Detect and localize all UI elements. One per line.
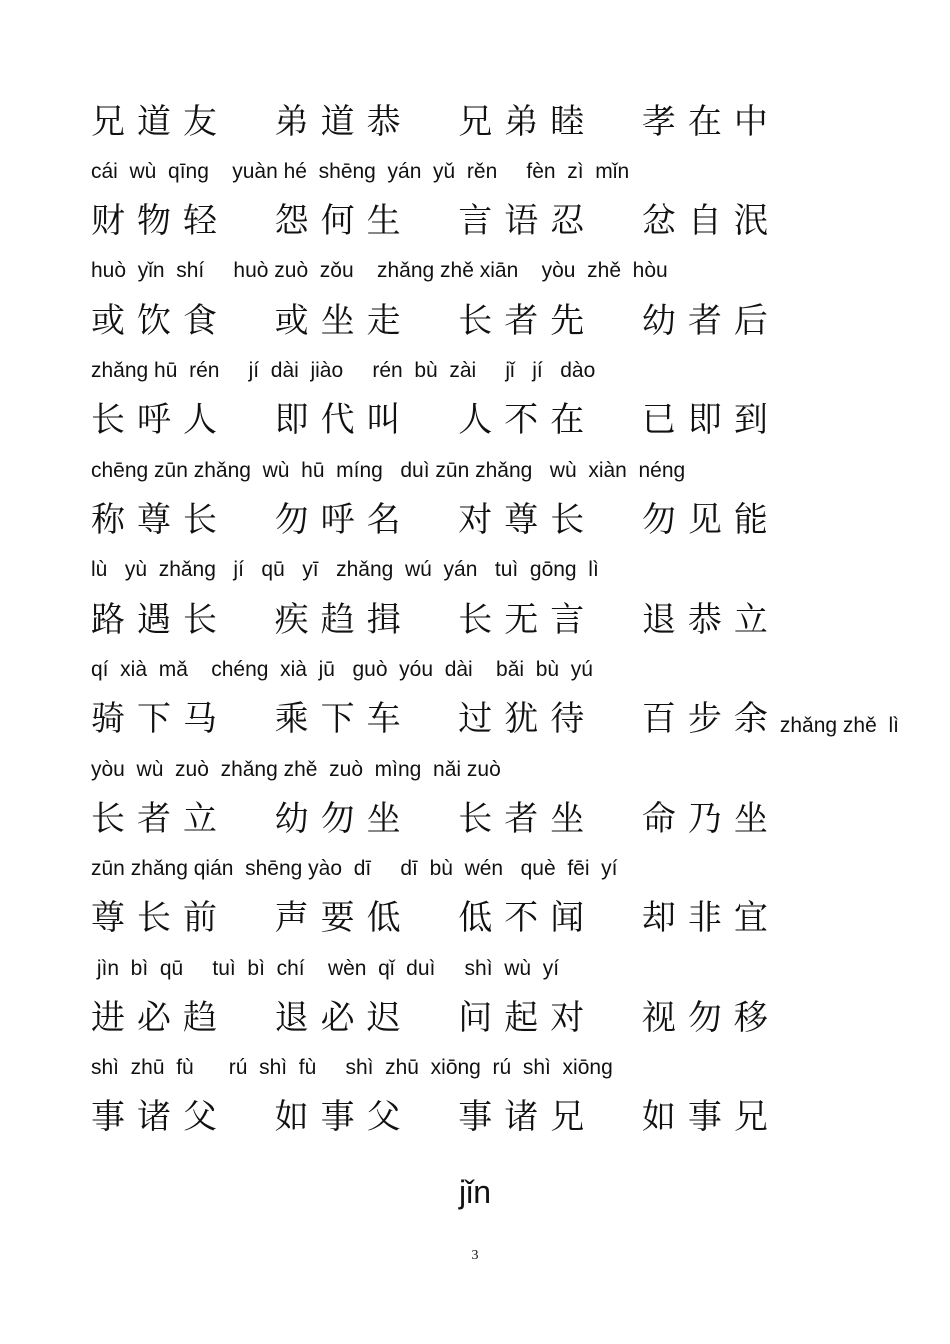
pinyin-line-11: shì zhū fù rú shì fù shì zhū xiōng rú shì xiōng xyxy=(91,1056,613,1079)
page-number: 3 xyxy=(471,1248,479,1263)
pinyin-line-9: zūn zhǎng qián shēng yào dī dī bù wén què fēi yí xyxy=(91,857,618,880)
hanzi-line-1: 兄道友 弟道恭 兄弟睦 孝在中 xyxy=(91,102,780,142)
hanzi-line-9: 尊长前 声要低 低不闻 却非宜 xyxy=(91,898,780,938)
pinyin-line-4: zhǎng hū rén jí dài jiào rén bù zài jǐ jí dào xyxy=(91,359,596,382)
pinyin-line-6: lù yù zhǎng jí qū yī zhǎng wú yán tuì gōng lì xyxy=(91,558,599,581)
pinyin-line-10: jìn bì qū tuì bì chí wèn qǐ duì shì wù yí xyxy=(91,957,560,980)
hanzi-text-7: 骑下马 乘下车 过犹待 百步余 xyxy=(91,699,780,739)
hanzi-line-11: 事诸父 如事父 事诸兄 如事兄 xyxy=(91,1097,780,1137)
hanzi-line-10: 进必趋 退必迟 问起对 视勿移 xyxy=(91,998,780,1038)
pinyin-line-5: chēng zūn zhǎng wù hū míng duì zūn zhǎng wù xiàn néng xyxy=(91,459,686,482)
pinyin-line-7: qí xià mǎ chéng xià jū guò yóu dài bǎi bù yú xyxy=(91,658,593,681)
hanzi-line-4: 长呼人 即代叫 人不在 已即到 xyxy=(91,400,780,440)
hanzi-line-3: 或饮食 或坐走 长者先 幼者后 xyxy=(91,301,780,341)
hanzi-line-7 xyxy=(91,699,899,744)
pinyin-line-2: cái wù qīng yuàn hé shēng yán yǔ rěn fèn zì mǐn xyxy=(91,160,630,183)
hanzi-line-6: 路遇长 疾趋揖 长无言 退恭立 xyxy=(91,600,780,640)
hanzi-line-8: 长者立 幼勿坐 长者坐 命乃坐 xyxy=(91,799,780,839)
pinyin-line-8: yòu wù zuò zhǎng zhě zuò mìng nǎi zuò xyxy=(91,758,501,781)
hanzi-line-2: 财物轻 怨何生 言语忍 忿自泯 xyxy=(91,201,780,241)
trailing-pinyin: zhǎng zhě lì xyxy=(779,714,899,737)
pinyin-line-3: huò yǐn shí huò zuò zǒu zhǎng zhě xiān yòu zhě hòu xyxy=(91,259,668,282)
hanzi-line-5: 称尊长 勿呼名 对尊长 勿见能 xyxy=(91,500,780,540)
footer-pinyin: jǐn xyxy=(458,1174,491,1210)
